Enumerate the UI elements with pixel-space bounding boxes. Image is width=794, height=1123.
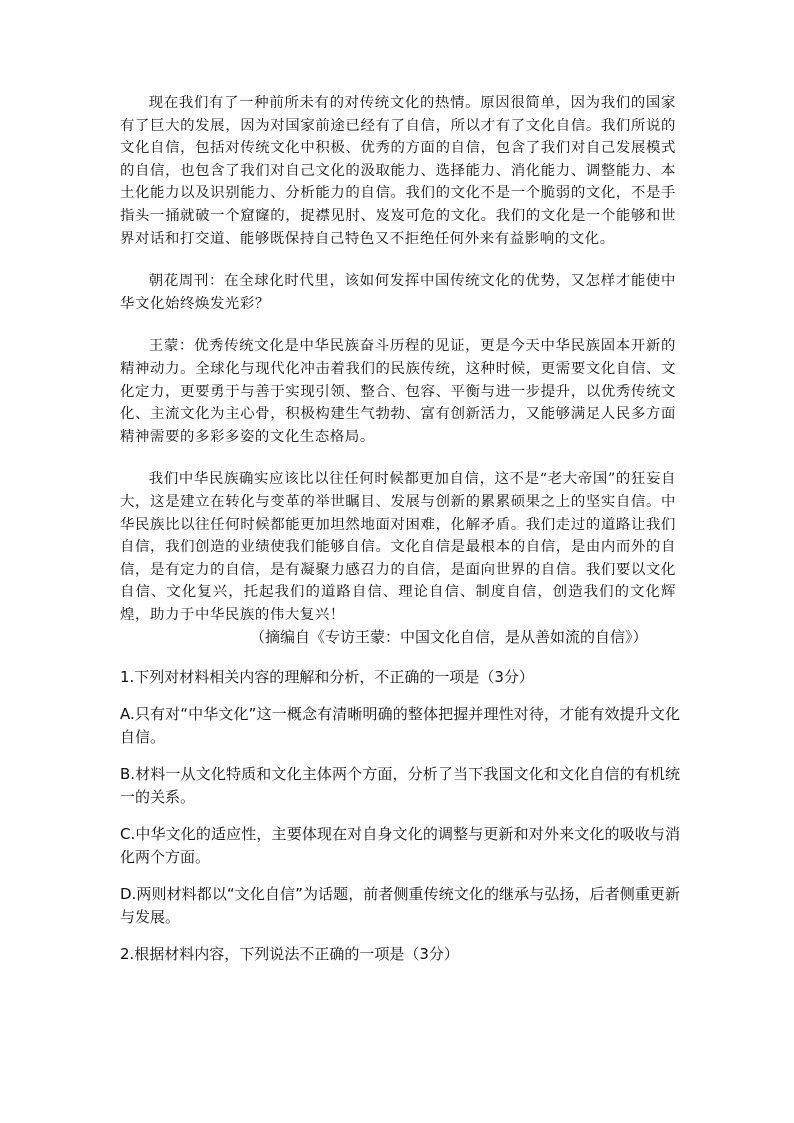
question-1-option-d: D.两则材料都以“文化自信”为话题，前者侧重传统文化的继承与弘扬，后者侧重更新与发展。 [120, 885, 680, 926]
question-1-stem: 1.下列对材料相关内容的理解和分析，不正确的一项是（3分） [120, 668, 534, 686]
question-2-stem: 2.根据材料内容，下列说法不正确的一项是（3分） [120, 945, 459, 963]
article-source: （摘编自《专访王蒙：中国文化自信，是从善如流的自信》） [250, 628, 648, 646]
question-section [120, 666, 680, 980]
article-paragraph-4: 我们中华民族确实应该比以往任何时候都更加自信，这不是“老大帝国”的狂妄自大，这是建立在转化与变革的举世瞩目、发展与创新的累累硕果之上的坚实自信。中华民族比以往任何时候都能更加坦然地面对困难，化解矛盾。我们走过的道路让我们自信，我们创造的业绩使我们能够自信。文化自信是最根本的自信，是由内而外的自信，是有定力的自信，是有凝聚力感召力的自信，是面向世界的自信。我们要以文化自信、文化复兴，托起我们的道路自信、理论自信、制度自信，创造我们的文化辉煌，助力于中华民族的伟大复兴！ [120, 471, 676, 623]
question-1-option-b: B.材料一从文化特质和文化主体两个方面，分析了当下我国文化和文化自信的有机统一的关系。 [120, 765, 680, 806]
article-body [120, 92, 676, 646]
question-1-option-a: A.只有对“中华文化”这一概念有清晰明确的整体把握并理性对待，才能有效提升文化自信。 [120, 705, 680, 746]
article-paragraph-2: 朝花周刊：在全球化时代里，该如何发挥中国传统文化的优势，又怎样才能使中华文化始终焕发光彩？ [120, 273, 676, 312]
article-paragraph-1: 现在我们有了一种前所未有的对传统文化的热情。原因很简单，因为我们的国家有了巨大的发展，因为对国家前途已经有了自信，所以才有了文化自信。我们所说的文化自信，包括对传统文化中积极、优秀的方面的自信，包含了我们对自己发展模式的自信，也包含了我们对自己文化的汲取能力、选择能力、消化能力、调整能力、本土化能力以及识别能力、分析能力的自信。我们的文化不是一个脆弱的文化，不是手指头一捅就破一个窟窿的，捉襟见肘、岌岌可危的文化。我们的文化是一个能够和世界对话和打交道、能够既保持自己特色又不拒绝任何外来有益影响的文化。 [120, 95, 676, 247]
question-1-option-c: C.中华文化的适应性，主要体现在对自身文化的调整与更新和对外来文化的吸收与消化两个方面。 [120, 825, 680, 866]
article-paragraph-3: 王蒙：优秀传统文化是中华民族奋斗历程的见证，更是今天中华民族固本开新的精神动力。全球化与现代化冲击着我们的民族传统，这种时候，更需要文化自信、文化定力，更要勇于与善于实现引领、整合、包容、平衡与进一步提升，以优秀传统文化、主流文化为主心骨，积极构建生气勃勃、富有创新活力，又能够满足人民多方面精神需要的多彩多姿的文化生态格局。 [120, 338, 676, 445]
